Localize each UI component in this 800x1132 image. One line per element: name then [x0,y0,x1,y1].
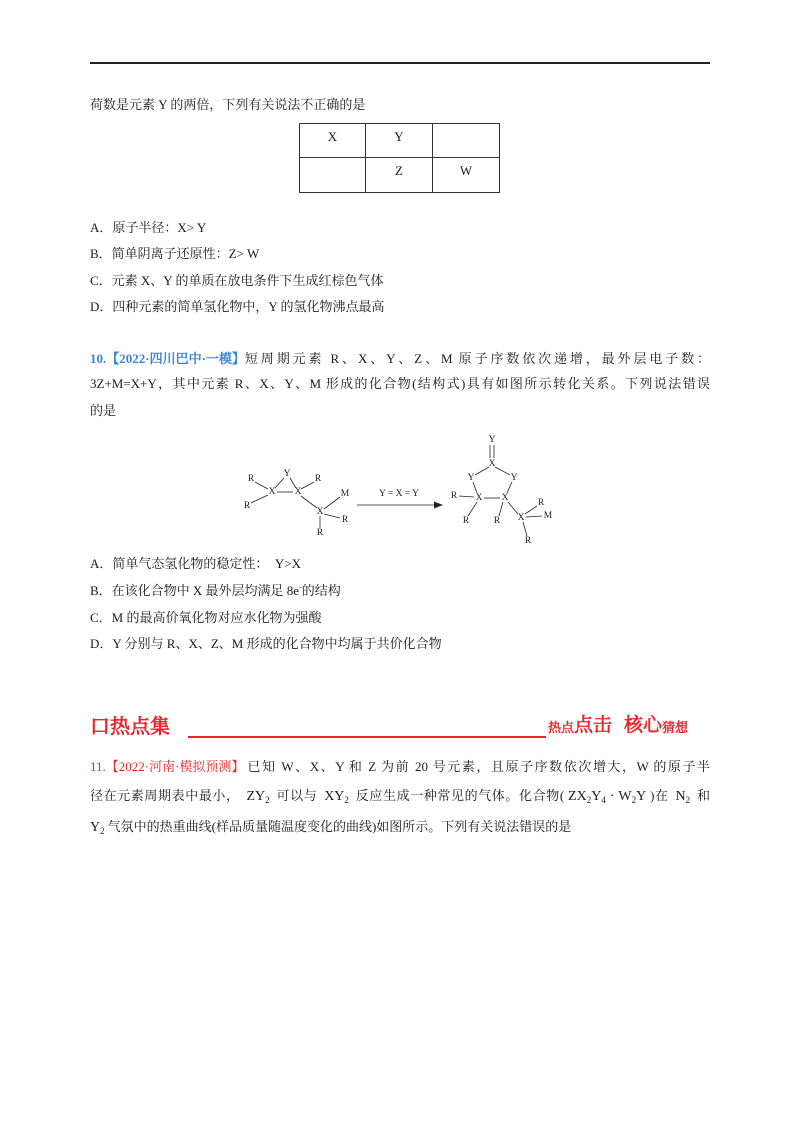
tagline-part: 热点 [548,721,575,736]
tagline-part: 猜想 [662,721,689,736]
structure-conversion-diagram [240,430,560,550]
option-label: C． [90,273,112,288]
formula-base: ZY [246,789,266,804]
option-label: A． [90,220,113,235]
stem-text: )在 [650,788,669,803]
formula-base: XY [324,789,345,804]
q9-option-b [90,245,710,262]
formula-subscript: 4 [601,795,606,805]
atom: X [294,487,302,497]
atom: M [340,489,350,499]
atom: M [543,511,553,521]
formula-part: · W [605,789,632,804]
q10-source: 10.【2022·四川巴中·一模】 [90,351,245,366]
atom: X [475,493,483,503]
table-cell: Z [366,158,433,193]
option-text: 原子半径：X> Y [112,220,207,235]
q10-option-d [90,635,710,652]
option-label: B． [90,583,112,598]
formula-n2 [676,789,691,804]
stem-text: 反应生成一种常见的气体。化合物( [355,788,565,803]
table-cell [300,158,366,193]
bond [275,478,284,488]
table-cell: W [433,158,500,193]
option-text: 简单气态氢化物的稳定性： Y>X [112,556,301,571]
formula-subscript: 2 [265,795,270,805]
atom: X [501,493,509,503]
reagent-label: Y = X = Y [378,489,420,499]
option-label: D． [90,299,113,314]
bond [468,502,477,516]
bond [499,502,503,516]
option-text: 简单阴离子还原性：Z> W [111,246,260,261]
table-row [300,124,500,158]
q11-stem-text: 已知 W、X、Y 和 Z 为前 20 号元素，且原子序数依次增大，W 的原子半 [247,759,710,774]
q9-option-c [90,272,710,289]
stem-text: 径在元素周期表中最小， [90,788,240,803]
bond [459,496,474,497]
bond [324,497,340,509]
option-label: D． [90,636,113,651]
option-label: C． [90,610,112,625]
formula-part: Y [591,789,602,804]
q11-stem-line-2 [90,787,710,804]
atom: Y [488,435,496,445]
bond [525,506,537,514]
section-title: 口热点集 [90,714,170,738]
q11-stem-line-1 [90,758,710,775]
q10-option-b [90,582,710,599]
q9-option-a [90,219,710,236]
element-position-table [299,123,500,193]
atom: X [268,487,276,497]
formula-subscript: 2 [631,795,637,805]
atom: Y [283,469,291,479]
bond [495,467,510,475]
option-label: A． [90,556,113,571]
stem-text: 气氛中的热重曲线(样品质量随温度变化的曲线)如图所示。下列有关说法错误的是 [107,819,572,834]
option-text-after: 的结构 [301,583,341,598]
stem-text: 可以与 [276,788,318,803]
atom: R [341,515,349,525]
formula-part: ZX [568,789,587,804]
atom: X [316,507,324,517]
option-text: 元素 X、Y 的单质在放电条件下生成红棕色气体 [111,273,384,288]
atom: R [243,501,251,511]
atom: R [524,536,532,546]
bond [508,502,518,514]
bond [301,496,317,508]
formula-zy2 [246,789,269,804]
q10-stem-text: 短周期元素 R、X、Y、Z、M 原子序数依次递增，最外层电子数： [244,351,710,366]
stem-text: 和 [697,788,711,803]
option-text: M 的最高价氧化物对应水化物为强酸 [111,610,322,625]
atom: R [247,474,255,484]
bond [255,482,268,489]
charge-superscript: - [299,583,302,592]
bond [324,514,340,518]
atom: R [314,474,322,484]
section-underline [188,736,546,738]
atom: R [316,528,324,538]
option-text: 在该化合物中 X 最外层均满足 8e [111,583,300,598]
table-cell: Y [366,124,433,158]
tagline-part: 点击 [574,714,613,736]
atom: R [537,498,545,508]
bond [301,482,314,489]
bond [473,482,477,493]
section-tagline [548,712,688,738]
q11-stem-line-3 [90,818,710,835]
formula-y2 [90,820,105,835]
q10-stem-line-1 [90,350,710,367]
atom: X [488,459,496,469]
bond [523,522,527,536]
atom: X [517,513,525,523]
option-text: Y 分别与 R、X、Z、M 形成的化合物中均属于共价化合物 [112,636,442,651]
atom: Y [510,473,518,483]
table-cell: X [300,124,366,158]
option-text: 四种元素的简单氢化物中，Y 的氢化物沸点最高 [112,299,385,314]
atom: R [450,491,458,501]
table-row [300,158,500,193]
q9-stem-tail: 荷数是元素 Y 的两倍，下列有关说法不正确的是 [90,97,366,112]
tagline-part: 核心 [624,714,663,736]
option-label: B． [90,246,112,261]
formula-subscript: 2 [685,795,691,805]
formula-subscript: 2 [100,826,105,836]
bond [526,516,542,517]
formula-base: Y [90,820,101,835]
q10-stem-line-2: 3Z+M=X+Y，其中元素 R、X、Y、M 形成的化合物(结构式)具有如图所示转化关系。下列说法错误 [90,376,710,391]
q10-option-c [90,609,710,626]
bond [475,467,489,475]
bond [507,482,512,493]
header-rule [90,62,710,64]
atom: R [493,516,501,526]
q10-stem-line-3: 的是 [90,403,117,418]
formula-part: Y [636,789,647,804]
formula-base: N [675,789,686,804]
atom: Y [467,473,475,483]
formula-xy2 [324,789,349,804]
reaction-arrow-head [434,502,443,509]
formula-zx2y4-w2y [568,789,646,804]
table-cell [433,124,500,158]
formula-subscript: 2 [586,795,592,805]
q10-option-a [90,555,710,572]
atom: R [462,516,470,526]
bond [251,495,268,503]
q9-option-d [90,298,710,315]
q11-source: 11.【2022·河南·模拟预测】 [90,759,245,774]
formula-subscript: 2 [344,795,349,805]
